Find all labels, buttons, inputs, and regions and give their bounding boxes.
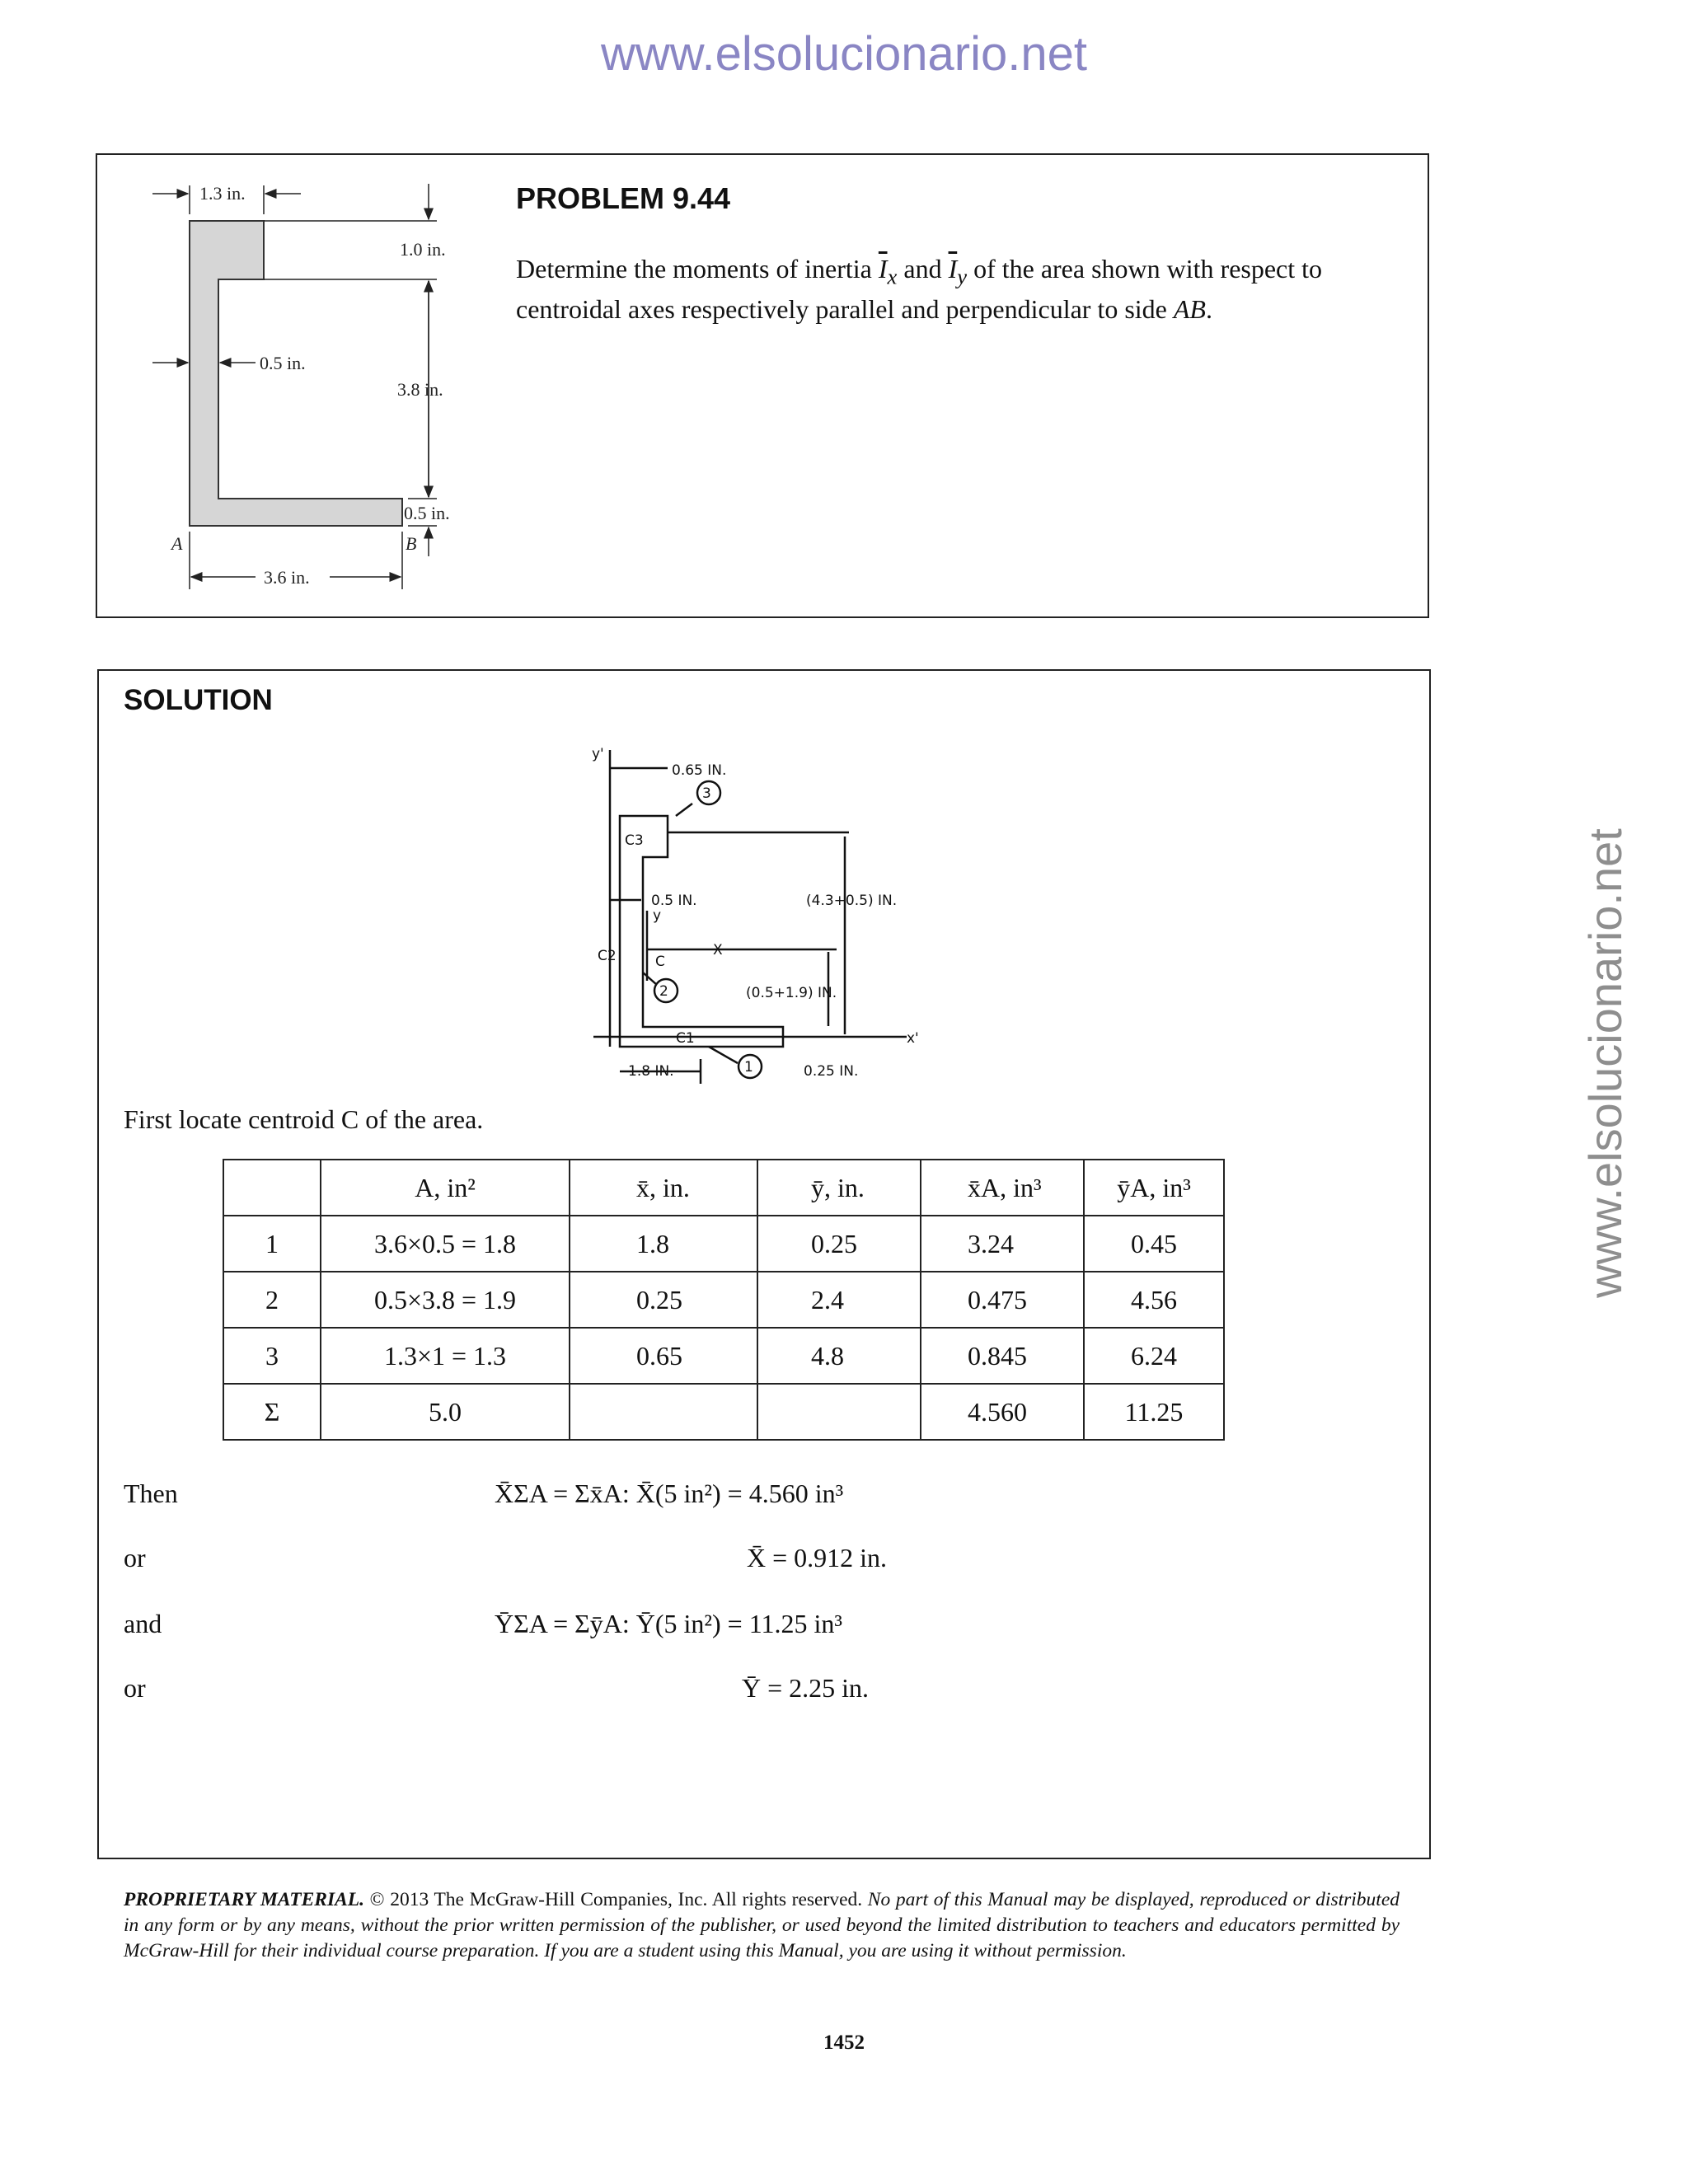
point-b-label: B	[406, 533, 417, 554]
svg-text:0.5 IN.: 0.5 IN.	[651, 893, 697, 909]
or-label-1: or	[124, 1543, 146, 1572]
table-row: 1 3.6×0.5 = 1.8 1.8 0.25 3.24 0.45	[223, 1216, 1224, 1272]
solution-title: SOLUTION	[124, 684, 273, 716]
centroid-intro: First locate centroid C of the area.	[124, 1104, 484, 1134]
problem-statement: Determine the moments of inertia $\overline{I}_x$ and $\overline{I}_y$ of the area shown with respect to centroidal axes respectively parallel and perpendicular to side AB.	[516, 254, 1323, 325]
centroid-table	[223, 1159, 1225, 1441]
svg-text:1: 1	[744, 1059, 753, 1076]
table-row: 3 1.3×1 = 1.3 0.65 4.8 0.845 6.24	[223, 1328, 1224, 1384]
copyright-footer: PROPRIETARY MATERIAL. © 2013 The McGraw-Hill Companies, Inc. All rights reserved. No part of this Manual may be displayed, reproduced or distributed in any form or by any means, without the prior written permission of the publisher, or used beyond the limited distribution to teachers and educators permitted by McGraw-Hill for their individual course preparation. If you are a student using this Manual, you are using it without permission.	[124, 1889, 1400, 1961]
dim-top-label: 1.3 in.	[199, 183, 246, 204]
equation-x-result: X̄ = 0.912 in.	[747, 1543, 888, 1572]
channel-shape	[190, 221, 402, 526]
svg-text:0.65 IN.: 0.65 IN.	[672, 762, 727, 779]
table-row: 2 0.5×3.8 = 1.9 0.25 2.4 0.475 4.56	[223, 1272, 1224, 1328]
x-prime-label: x'	[907, 1030, 919, 1047]
svg-text:(0.5+1.9) IN.: (0.5+1.9) IN.	[746, 985, 837, 1001]
svg-text:3: 3	[702, 785, 711, 802]
or-label-2: or	[124, 1673, 146, 1703]
svg-text:2: 2	[659, 983, 668, 1000]
y-prime-label: y'	[592, 746, 604, 762]
then-label: Then	[124, 1479, 178, 1508]
svg-text:y: y	[653, 907, 662, 924]
equation-y-result: Ȳ = 2.25 in.	[742, 1673, 870, 1703]
svg-text:1.8 IN.: 1.8 IN.	[628, 1063, 674, 1080]
equation-x-moment: X̄ΣA = Σx̄A: X̄(5 in²) = 4.560 in³	[495, 1479, 844, 1508]
svg-text:C1: C1	[676, 1030, 695, 1047]
table-header-row: A, in² x̄, in. ȳ, in. x̄A, in³ ȳA, in³	[223, 1160, 1224, 1216]
problem-figure	[140, 169, 486, 598]
watermark-top[interactable]: www.elsolucionario.net	[601, 27, 1087, 81]
svg-text:C: C	[655, 954, 665, 970]
problem-title: PROBLEM 9.44	[516, 181, 731, 215]
equation-y-moment: ȲΣA = ΣȳA: Ȳ(5 in²) = 11.25 in³	[495, 1609, 842, 1638]
svg-text:C2: C2	[598, 948, 617, 964]
table-sum-row: Σ 5.0 4.560 11.25	[223, 1384, 1224, 1440]
and-label: and	[124, 1609, 162, 1638]
point-a-label: A	[171, 533, 183, 554]
svg-text:(4.3+0.5) IN.: (4.3+0.5) IN.	[806, 893, 898, 909]
page-number: 1452	[823, 2032, 865, 2054]
svg-text:C3: C3	[625, 832, 644, 849]
svg-text:0.25 IN.: 0.25 IN.	[804, 1063, 859, 1080]
dim-web-label: 0.5 in.	[260, 353, 306, 373]
dim-width-label: 3.6 in.	[264, 567, 310, 588]
watermark-side[interactable]: www.elsolucionario.net	[1579, 828, 1631, 1298]
svg-text:X: X	[713, 942, 723, 958]
dim-bottom-thick-label: 0.5 in.	[404, 503, 450, 523]
solution-sketch	[577, 733, 956, 1096]
dim-flange-label: 1.0 in.	[400, 239, 446, 260]
dim-height-label: 3.8 in.	[397, 379, 443, 400]
